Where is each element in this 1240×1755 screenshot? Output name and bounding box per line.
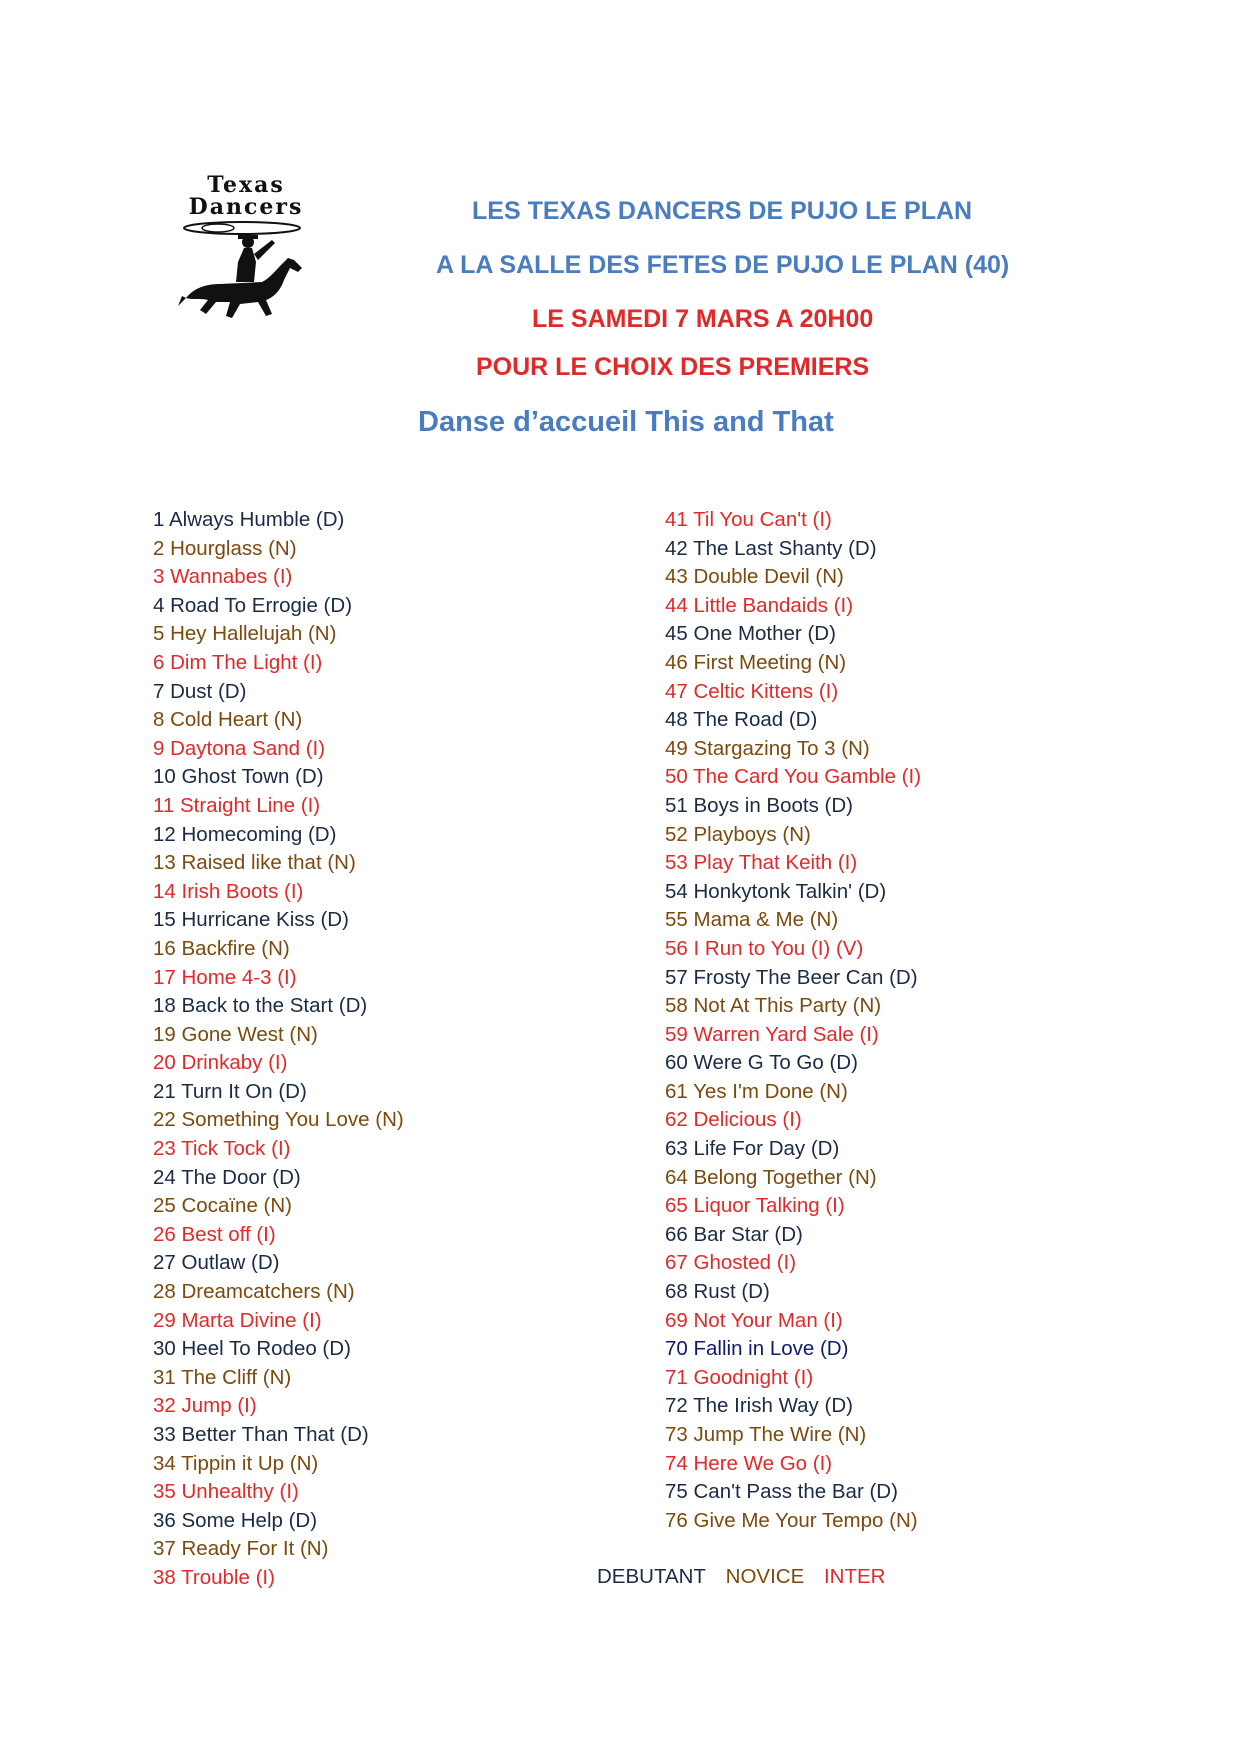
dance-list-item: 10 Ghost Town (D) <box>153 765 324 789</box>
dance-list-item: 62 Delicious (I) <box>665 1108 802 1132</box>
club-title: LES TEXAS DANCERS DE PUJO LE PLAN <box>472 197 973 225</box>
texas-dancers-logo <box>176 172 316 322</box>
dance-list-item: 61 Yes I'm Done (N) <box>665 1079 848 1103</box>
dance-list-item: 49 Stargazing To 3 (N) <box>665 736 870 760</box>
dance-list-item: 43 Double Devil (N) <box>665 565 844 589</box>
dance-list-item: 28 Dreamcatchers (N) <box>153 1280 355 1304</box>
level-legend <box>597 1565 899 1589</box>
legend-debutant: DEBUTANT <box>597 1565 706 1588</box>
dance-list-item: 5 Hey Hallelujah (N) <box>153 622 337 646</box>
dance-list-item: 9 Daytona Sand (I) <box>153 736 326 760</box>
dance-list-item: 6 Dim The Light (I) <box>153 650 323 674</box>
dance-list-item: 2 Hourglass (N) <box>153 536 297 560</box>
dance-list-item: 56 I Run to You (I) (V) <box>665 936 864 960</box>
dance-list-item: 71 Goodnight (I) <box>665 1365 814 1389</box>
dance-list-item: 7 Dust (D) <box>153 679 247 703</box>
dance-list-item: 63 Life For Day (D) <box>665 1137 840 1161</box>
dance-list-item: 1 Always Humble (D) <box>153 508 345 531</box>
dance-list-item: 38 Trouble (I) <box>153 1565 275 1589</box>
dance-list-item: 50 The Card You Gamble (I) <box>665 765 922 789</box>
dance-list-item: 17 Home 4-3 (I) <box>153 965 297 989</box>
dance-list-item: 25 Cocaïne (N) <box>153 1194 293 1218</box>
dance-list-item: 22 Something You Love (N) <box>153 1108 404 1132</box>
dance-list-item: 36 Some Help (D) <box>153 1508 318 1532</box>
dance-list-item: 57 Frosty The Beer Can (D) <box>665 965 918 989</box>
logo-line-2: Dancers <box>188 194 304 220</box>
dance-list-item: 19 Gone West (N) <box>153 1022 318 1046</box>
legend-novice: NOVICE <box>725 1565 805 1588</box>
dance-list-item: 48 The Road (D) <box>665 708 818 732</box>
dance-list-item: 76 Give Me Your Tempo (N) <box>665 1508 918 1532</box>
welcome-dance: Danse d’accueil This and That <box>418 406 834 438</box>
dance-list-item: 29 Marta Divine (I) <box>153 1308 322 1332</box>
dance-list-item: 65 Liquor Talking (I) <box>665 1194 845 1218</box>
dance-list-item: 35 Unhealthy (I) <box>153 1480 299 1504</box>
dance-list-item: 24 The Door (D) <box>153 1165 301 1189</box>
dance-list-item: 58 Not At This Party (N) <box>665 994 882 1018</box>
dance-list-item: 18 Back to the Start (D) <box>153 994 368 1018</box>
dance-list-item: 37 Ready For It (N) <box>153 1537 329 1561</box>
venue-title: A LA SALLE DES FETES DE PUJO LE PLAN (40) <box>436 251 1010 279</box>
logo-line-1: Texas <box>207 172 285 198</box>
dance-list-item: 66 Bar Star (D) <box>665 1222 803 1246</box>
dance-list-right <box>665 506 921 1535</box>
dance-list-item: 69 Not Your Man (I) <box>665 1308 843 1332</box>
dance-list-item: 3 Wannabes (I) <box>153 565 293 589</box>
dance-list-left <box>153 506 404 1593</box>
dance-list-item: 21 Turn It On (D) <box>153 1079 307 1103</box>
dance-list-item: 75 Can't Pass the Bar (D) <box>665 1480 898 1504</box>
dance-list-item: 52 Playboys (N) <box>665 822 811 846</box>
dance-list-item: 11 Straight Line (I) <box>153 793 321 817</box>
legend-inter: INTER <box>823 1565 886 1588</box>
dance-list-item: 51 Boys in Boots (D) <box>665 793 853 817</box>
dance-list-item: 14 Irish Boots (I) <box>153 879 304 903</box>
dance-list-item: 13 Raised like that (N) <box>153 851 356 875</box>
dance-list-item: 33 Better Than That (D) <box>153 1423 369 1446</box>
dance-list-item: 34 Tippin it Up (N) <box>153 1451 319 1475</box>
dance-list-item: 59 Warren Yard Sale (I) <box>665 1022 879 1046</box>
dance-list-item: 60 Were G To Go (D) <box>665 1051 858 1075</box>
dance-list-item: 26 Best off (I) <box>153 1222 276 1246</box>
dance-list-item: 41 Til You Can't (I) <box>665 508 832 531</box>
event-date: LE SAMEDI 7 MARS A 20H00 <box>532 305 874 333</box>
dance-list-item: 42 The Last Shanty (D) <box>665 536 877 560</box>
dance-list-item: 8 Cold Heart (N) <box>153 708 303 732</box>
dance-list-item: 53 Play That Keith (I) <box>665 851 858 875</box>
dance-list-item: 27 Outlaw (D) <box>153 1251 280 1275</box>
dance-list-item: 70 Fallin in Love (D) <box>665 1337 849 1361</box>
dance-list-item: 54 Honkytonk Talkin' (D) <box>665 879 887 903</box>
dance-list-item: 44 Little Bandaids (I) <box>665 593 854 617</box>
dance-list-item: 15 Hurricane Kiss (D) <box>153 908 349 932</box>
dance-list-item: 55 Mama & Me (N) <box>665 908 839 932</box>
dance-list-item: 64 Belong Together (N) <box>665 1165 877 1189</box>
dance-list-item: 16 Backfire (N) <box>153 936 290 960</box>
dance-list-item: 31 The Cliff (N) <box>153 1365 292 1389</box>
dance-list-item: 32 Jump (I) <box>153 1394 257 1418</box>
dance-list-item: 4 Road To Errogie (D) <box>153 593 353 617</box>
dance-list-item: 12 Homecoming (D) <box>153 822 337 846</box>
dance-list-item: 47 Celtic Kittens (I) <box>665 679 839 703</box>
dance-list-item: 74 Here We Go (I) <box>665 1451 833 1475</box>
dance-list-item: 46 First Meeting (N) <box>665 650 847 674</box>
dance-list-item: 30 Heel To Rodeo (D) <box>153 1337 351 1361</box>
dance-list-item: 72 The Irish Way (D) <box>665 1394 853 1418</box>
dance-list-item: 68 Rust (D) <box>665 1280 770 1304</box>
dance-list-item: 23 Tick Tock (I) <box>153 1137 291 1161</box>
event-subtitle: POUR LE CHOIX DES PREMIERS <box>476 353 870 381</box>
dance-list-item: 45 One Mother (D) <box>665 622 836 646</box>
dance-list-item: 20 Drinkaby (I) <box>153 1051 288 1075</box>
dance-list-item: 73 Jump The Wire (N) <box>665 1423 867 1446</box>
dance-list-item: 67 Ghosted (I) <box>665 1251 797 1275</box>
